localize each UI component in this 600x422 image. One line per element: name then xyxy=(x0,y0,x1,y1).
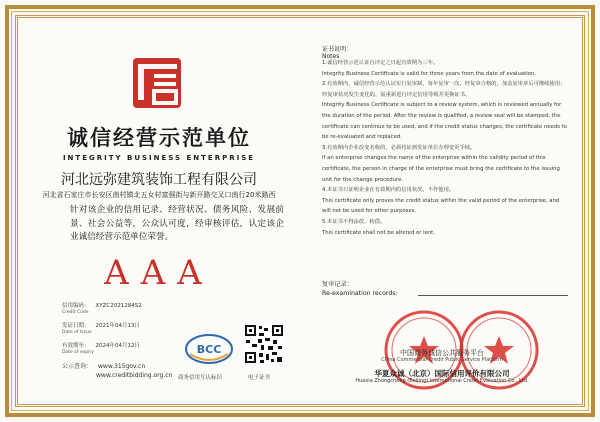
reexam-label-en: Re-examination records: xyxy=(322,290,398,297)
query-label: 公示查询： xyxy=(62,363,93,370)
query-url-1[interactable]: www.315gov.cn xyxy=(98,363,146,370)
notes-title-cn: 证书说明： xyxy=(322,46,353,53)
certificate-title: 诚信经营示范单位 xyxy=(67,125,251,150)
qr-code-icon[interactable] xyxy=(244,324,284,364)
note-item: 1.诚信经营示范认证自评定之日起有效期为三年。 xyxy=(322,60,439,66)
company-name: 河北远弥建筑装饰工程有限公司 xyxy=(61,172,257,188)
expiry-date-label: 有效期至： xyxy=(62,343,90,349)
credit-grade: AAA xyxy=(104,253,214,293)
issuer-name-en: Huaxia Zhongcheng (Beijing) International Credit Evaluation Co., Ltd. xyxy=(355,378,529,384)
bcc-logo-text: BCC xyxy=(196,343,222,356)
bcc-caption: 商务信用互认标识 xyxy=(178,375,223,381)
note-item: This certificate only proves the credit status within the valid period of the enterprise, and will not be used for other purposes. xyxy=(322,197,560,215)
note-item: Integrity Business Certificate is valid for three years from the date of evaluation. xyxy=(322,70,536,77)
reexam-records xyxy=(322,280,398,298)
notes-title-en: Notes xyxy=(322,53,340,60)
credit-code-label-en: Credit Code xyxy=(62,310,89,315)
issue-date-label: 发证日期： xyxy=(62,323,90,329)
expiry-date-field xyxy=(62,341,140,355)
query-url-2[interactable]: www.creditbidding.org.cn xyxy=(96,372,173,379)
note-item: 4.本证书只证明企业在有效期内的信用状况，不作他用。 xyxy=(322,187,455,194)
query-field xyxy=(62,361,172,379)
reexam-line xyxy=(418,295,568,296)
platform-name: 中国商务诚信公共服务平台 xyxy=(400,349,484,357)
notes-list xyxy=(322,58,567,238)
reexam-label-cn: 复审记录： xyxy=(322,281,353,288)
qr-caption: 电子证书 xyxy=(248,375,271,381)
credit-code-label: 信用编码： xyxy=(62,303,90,309)
certificate-description: 针对该企业的信用记录、经营状况、债务风险、发展前景、社会公益等，公众认可度，经审核评估，认定该企业诚信经营示范单位荣誉。 xyxy=(70,205,284,242)
bcc-mutual-recognition-logo xyxy=(184,332,234,366)
credit-code-field xyxy=(62,301,142,315)
left-page xyxy=(18,18,300,404)
note-item: This certificate shall not be altered or lent. xyxy=(322,229,435,236)
credit-logo-icon xyxy=(129,54,185,112)
note-item: 3.有效期内企业改变名称的，必须持证到发证单位办理变更手续。 xyxy=(322,144,476,151)
expiry-date-value: 2024年04月12日 xyxy=(95,343,141,349)
right-page xyxy=(302,18,582,404)
certificate-title-en: INTEGRITY BUSINESS ENTERPRISE xyxy=(62,154,256,162)
note-item: Integrity Business Certificate is subject to a review system, which is reviewed annually for the duration of the period. After the review is qualified, a review seal will be stamped, the certificate can continue to be used, and if the credit status changes, the certificate needs to be re-evaluated and replaced. xyxy=(322,102,567,141)
note-item: 5.本证书不得涂改、转借。 xyxy=(322,218,386,225)
expiry-date-label-en: Date of expiry xyxy=(62,350,94,355)
company-address: 河北省石家庄市长安区南村镇北五女村富强街与新开路交叉口南行20米路西 xyxy=(42,191,276,199)
issue-date-field xyxy=(62,321,140,335)
issue-date-value: 2021年04月13日 xyxy=(95,323,141,329)
platform-name-en: China Commercial Credit Public Service Platform xyxy=(381,357,503,363)
note-item: If an enterprise changes the name of the enterprise within the validity period of this certificate, the person in charge of the enterprise must bring the certificate to the issuing unit for the change procedure. xyxy=(322,155,560,183)
issue-date-label-en: Date of Issue xyxy=(62,330,92,335)
credit-code-value: XYZC2021284S2 xyxy=(95,303,142,309)
issuer-name: 华夏众诚（北京）国际信用评价有限公司 xyxy=(374,369,510,378)
note-item: 2.有效期内，诚信经营示范认证实行复审制，每年复审一次，经复审合格的，加盖复审章后可继续使用；经复审状况发生变化的，需重新进行评定信用等级并更换证书。 xyxy=(322,81,566,98)
